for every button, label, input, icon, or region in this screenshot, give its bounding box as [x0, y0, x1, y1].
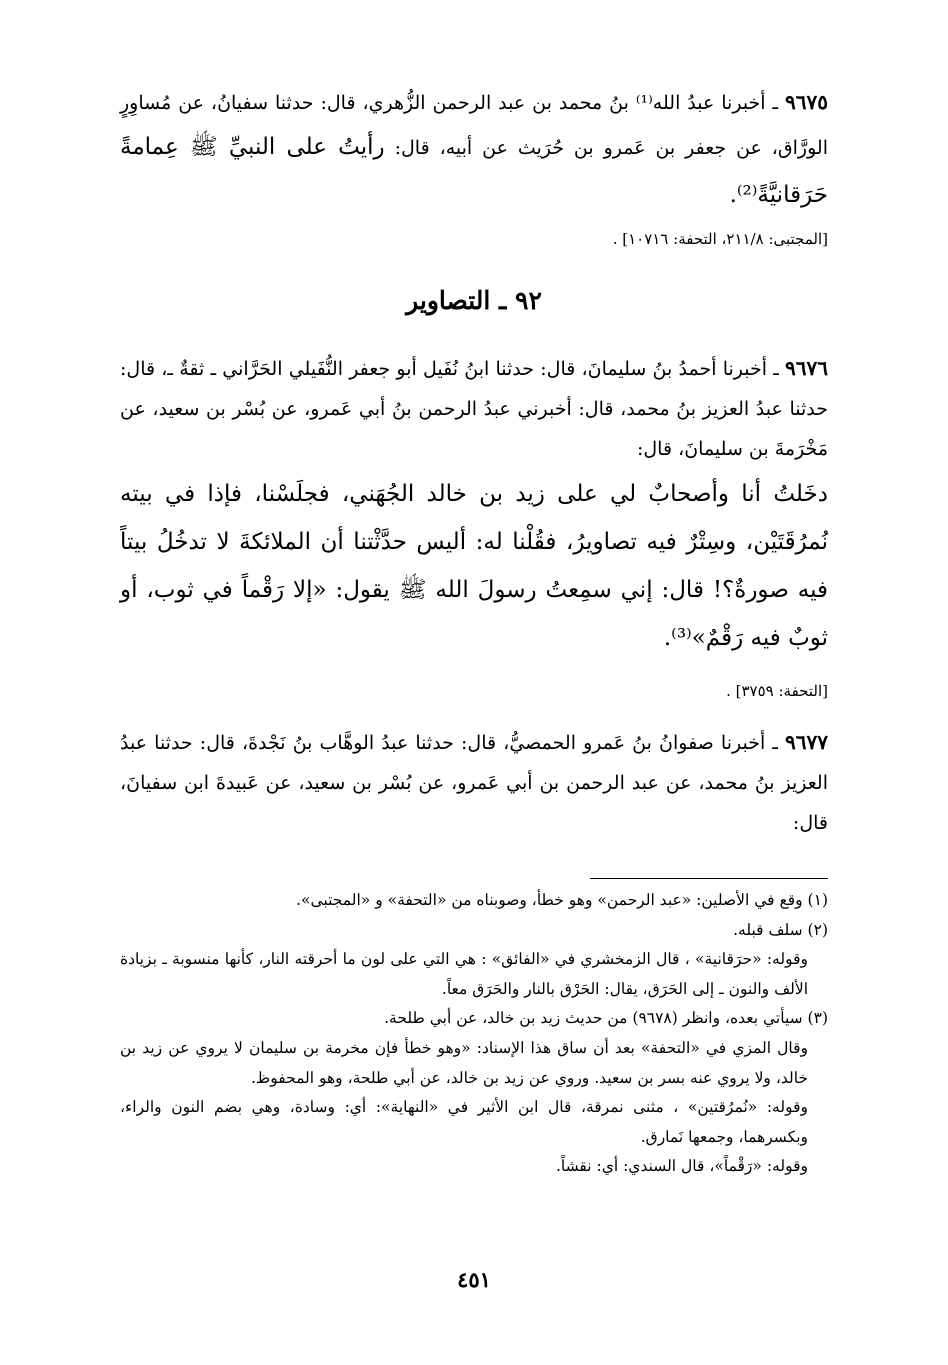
hadith-number: ٩٦٧٦ — [785, 356, 828, 380]
hadith-9675 — [120, 82, 828, 219]
page-number: ٤٥١ — [457, 1267, 491, 1292]
hadith-9676-matn: دخَلتُ أنا وأصحابٌ لي على زيد بن خالد الجُهَني، فجلَسْنا، فإذا في بيته نُمرُقَتَيْن، وسِتْرٌ فيه تصاويرُ، فقُلْنا له: أليس حدَّثْتنا أن الملائكةَ لا تدخُلُ بيتاً فيه صورةٌ؟! قال: إني سمِعتُ رسولَ الله ﷺ يقول: «إلا رَقْماً في ثوب، أو ثوبٌ فيه رَقْمٌ»⁽³⁾. — [120, 481, 828, 651]
hadith-9677 — [120, 722, 828, 843]
footnote-2: (٢) سلف قبله. — [733, 920, 828, 939]
footnote-1: (١) وقع في الأصلين: «عبد الرحمن» وهو خطأ، وصوبناه من «التحفة» و «المجتبى». — [296, 891, 828, 909]
footnotes — [120, 886, 828, 1182]
hadith-number: ٩٦٧٧ — [785, 730, 828, 754]
hadith-9675-reference: [المجتبى: ٢١١/٨، التحفة: ١٠٧١٦] . — [612, 230, 828, 248]
hadith-9676-reference: [التحفة: ٣٧٥٩] . — [726, 682, 828, 700]
hadith-isnad: ـ أخبرنا صفوانُ بنُ عَمرو الحمصيُّ، قال: حدثنا عبدُ الوهَّاب بنُ نَجْدةَ، قال: حدثنا عبدُ العزيز بنُ محمد، عن عبد الرحمن بن أبي عَمرو، عن بُسْر بن سعيد، عن عَبيدةَ ابن سفيانَ، قال: — [120, 732, 828, 834]
footnote-3-comment-mizzi: وقال المزي في «التحفة» بعد أن ساق هذا الإسناد: «وهو خطأ فإن مخرمة بن سليمان لا يروي عن زيد بن خالد، ولا يروي عنه بسر بن سعيد. وروي عن زيد بن خالد، عن أبي طلحة، وهو المحفوظ. — [120, 1038, 808, 1087]
footnote-separator — [590, 878, 828, 879]
hadith-9676-isnad — [120, 348, 828, 469]
footnote-3-comment-raqm: وقوله: «رَقْماً»، قال السندي: أي: نقشاً. — [555, 1157, 808, 1176]
footnote-3: (٣) سيأتي بعده، وانظر (٩٦٧٨) من حديث زيد بن خالد، عن أبي طلحة. — [384, 1009, 828, 1028]
hadith-isnad: ـ أخبرنا عبدُ الله⁽¹⁾ بنُ محمد بن عبد الرحمن الزُّهري، قال: حدثنا سفيانُ، عن مُساوِرٍ الورَّاق، عن جعفر بن عَمرو بن حُرَيث عن أبيه، قال: — [120, 92, 828, 159]
footnote-3-comment-namriqa: وقوله: «نُمرُقتين» ، مثنى نمرقة، قال ابن الأثير في «النهاية»: أي: وسادة، وهي بضم النون والراء، وبكسرهما، وجمعها نَمارق. — [120, 1098, 808, 1146]
hadith-isnad: ـ أخبرنا أحمدُ بنُ سليمانَ، قال: حدثنا ابنُ نُفَيل أبو جعفر النُّفَيلي الحَرَّاني ـ ثقةٌ ـ، قال: حدثنا عبدُ العزيز بنُ محمد، قال: أخبرني عبدُ الرحمن بنُ أبي عَمرو، عن بُسْر بن سعيد، عن مَخْرَمةَ بن سليمانَ، قال: — [120, 358, 828, 460]
hadith-number: ٩٦٧٥ — [785, 90, 828, 114]
hadith-matn: رأيتُ على النبيِّ ﷺ عِمامةً حَرَقانيَّةً⁽²⁾. — [120, 134, 828, 208]
footnote-2-comment: وقوله: «حرَقانية» ، قال الزمخشري في «الفائق» : هي التي على لون ما أحرقته النار، كأنها منسوبة ـ بزيادة الألف والنون ـ إلى الحَرَق، يقال: الحَرْق بالنار والحَرَق معاً. — [120, 950, 808, 998]
chapter-heading: ٩٢ ـ التصاوير — [406, 286, 542, 315]
